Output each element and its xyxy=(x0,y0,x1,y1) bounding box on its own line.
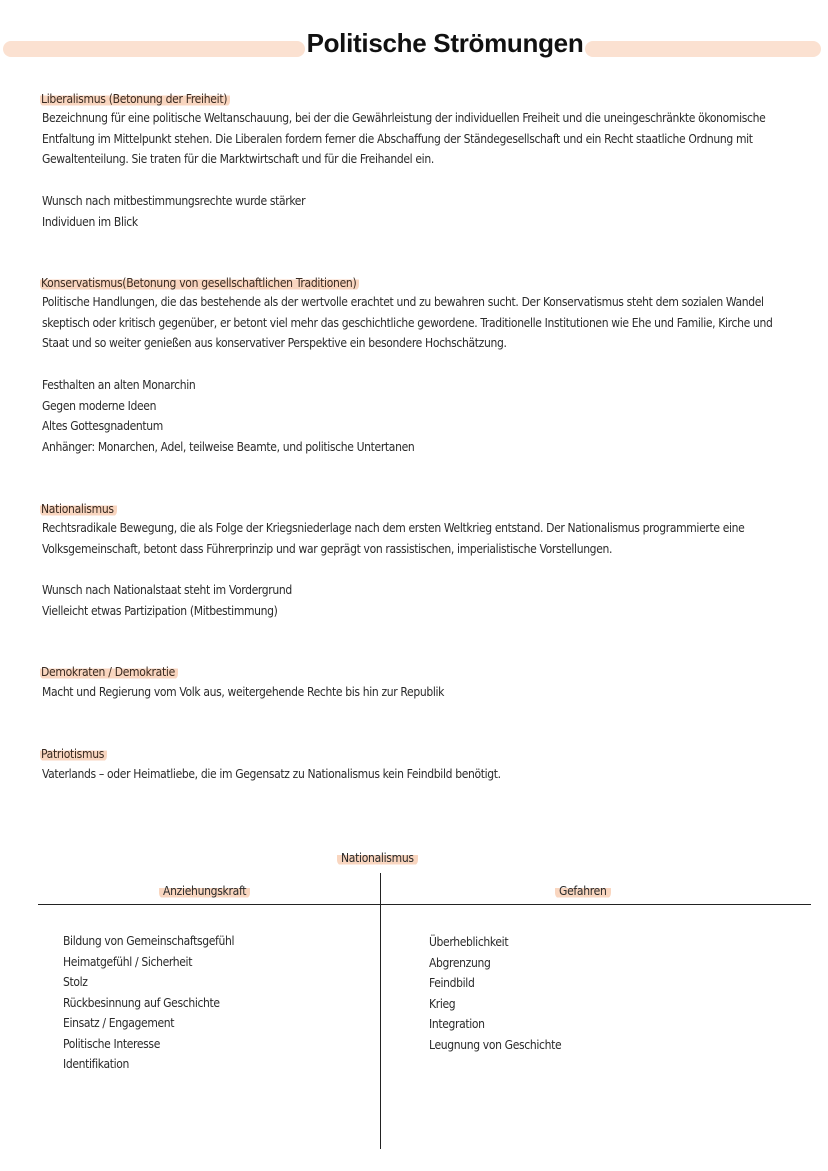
tchart-header-right: Gefahren xyxy=(555,883,611,899)
section-text-patriotismus: Vaterlands – oder Heimatliebe, die im Gegensatz zu Nationalismus kein Feindbild benötigt. xyxy=(42,767,501,781)
list-item: Identifikation xyxy=(63,1057,129,1071)
list-item: Heimatgefühl / Sicherheit xyxy=(63,954,193,969)
tchart-header-left: Anziehungskraft xyxy=(159,883,250,899)
section-text-konservatismus: Politische Handlungen, die das bestehende als der wertvolle erachtet und zu bewahren sucht. Der Konservatismus steht dem sozialen Wandel skeptisch oder kritisch gegenüber, er betont viel mehr das geschichtliche gewordene. Traditionelle Institutionen wie Ehe und Familie, Kirche und Staat und so weiter genießen aus konservativer Perspektive ein besondere Hochschätzung. xyxy=(42,295,773,350)
title-decoration-right xyxy=(585,41,821,57)
list-item: Krieg xyxy=(429,996,456,1011)
list-item: Feindbild xyxy=(429,976,475,990)
note-line: Gegen moderne Ideen xyxy=(42,398,157,413)
tchart-vertical-divider xyxy=(380,873,381,1149)
page-title: Politische Strömungen xyxy=(306,28,584,58)
section-notes-konservatismus xyxy=(42,375,414,457)
note-line: Individuen im Blick xyxy=(42,214,138,229)
section-notes-nationalismus xyxy=(42,580,292,621)
section-heading-nationalismus: Nationalismus xyxy=(40,501,117,517)
list-item: Stolz xyxy=(63,975,88,989)
list-item: Rückbesinnung auf Geschichte xyxy=(63,995,220,1010)
section-notes-liberalismus xyxy=(42,191,305,232)
list-item: Einsatz / Engagement xyxy=(63,1016,175,1030)
section-heading-konservatismus: Konservatismus(Betonung von gesellschaftlichen Traditionen) xyxy=(40,275,359,291)
section-heading-patriotismus: Patriotismus xyxy=(40,746,107,762)
tchart-list-left xyxy=(63,931,234,1075)
list-item: Leugnung von Geschichte xyxy=(429,1037,562,1052)
section-heading-demokratie: Demokraten / Demokratie xyxy=(40,664,178,680)
note-line: Wunsch nach mitbestimmungsrechte wurde stärker xyxy=(42,194,306,208)
note-line: Altes Gottesgnadentum xyxy=(42,419,163,433)
title-decoration-left xyxy=(3,41,305,57)
list-item: Abgrenzung xyxy=(429,955,491,970)
list-item: Integration xyxy=(429,1017,485,1031)
list-item: Politische Interesse xyxy=(63,1036,161,1051)
list-item: Überheblichkeit xyxy=(429,935,509,949)
note-line: Festhalten an alten Monarchin xyxy=(42,378,196,392)
section-text-demokratie: Macht und Regierung vom Volk aus, weitergehende Rechte bis hin zur Republik xyxy=(42,685,445,699)
tchart-list-right xyxy=(429,932,561,1055)
list-item: Bildung von Gemeinschaftsgefühl xyxy=(63,934,235,948)
section-heading-liberalismus: Liberalismus (Betonung der Freiheit) xyxy=(40,91,230,107)
note-line: Vielleicht etwas Partizipation (Mitbestimmung) xyxy=(42,603,278,618)
section-text-liberalismus: Bezeichnung für eine politische Weltanschauung, bei der die Gewährleistung der individuellen Freiheit und die uneingeschränkte ökonomische Entfaltung im Mittelpunkt stehen. Die Liberalen fordern ferner die Abschaffung der Ständegesellschaft und ein Recht staatliche Ordnung mit Gewaltenteilung. Sie traten für die Marktwirtschaft und für die Freihandel ein. xyxy=(42,111,766,166)
note-line: Wunsch nach Nationalstaat steht im Vordergrund xyxy=(42,583,292,597)
tchart-horizontal-divider xyxy=(38,904,811,905)
note-line: Anhänger: Monarchen, Adel, teilweise Beamte, und politische Untertanen xyxy=(42,439,415,454)
tchart-title: Nationalismus xyxy=(337,850,418,866)
section-text-nationalismus: Rechtsradikale Bewegung, die als Folge der Kriegsniederlage nach dem ersten Weltkrieg entstand. Der Nationalismus programmierte eine Volksgemeinschaft, betont dass Führerprinzip und war geprägt von rassistischen, imperialistische Vorstellungen. xyxy=(42,521,745,556)
